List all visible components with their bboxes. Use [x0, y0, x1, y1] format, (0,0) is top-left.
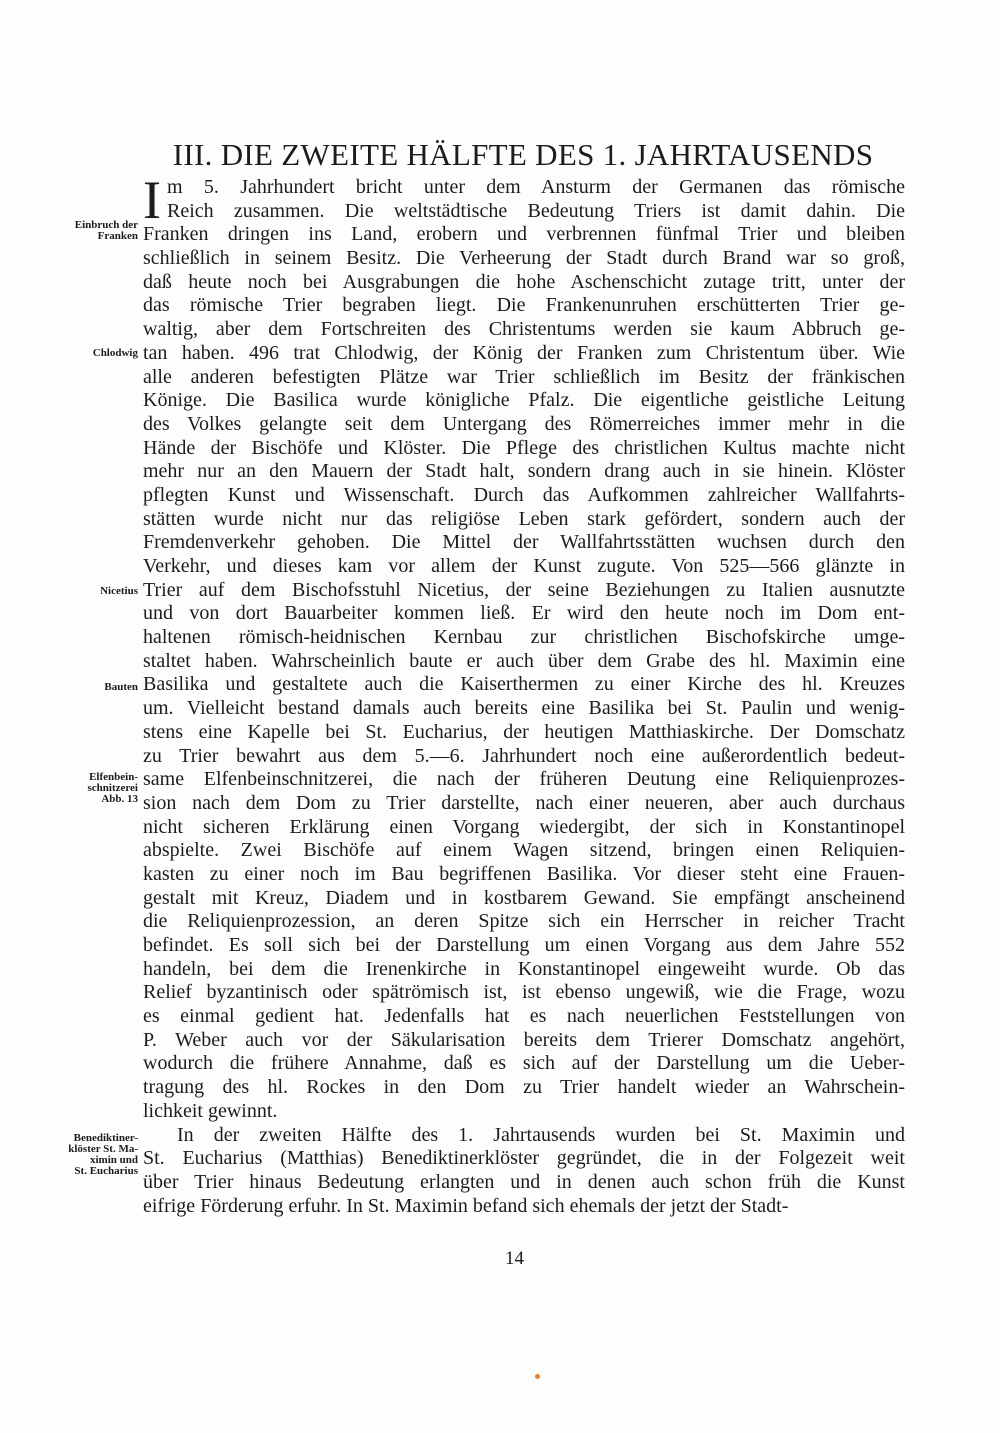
text-line: lichkeit gewinnt. [143, 1099, 278, 1122]
text-line: Fremdenverkehr gehoben. Die Mittel der Wallfahrtsstätten wuchsen durch den [143, 531, 905, 554]
text-line: pflegten Kunst und Wissenschaft. Durch das Aufkommen zahlreicher Wallfahrts- [143, 483, 905, 506]
margin-note-benediktiner [18, 1133, 138, 1177]
drop-cap: I [143, 170, 161, 230]
text-line: tragung des hl. Rockes in den Dom zu Trier handelt wieder an Wahrschein- [143, 1076, 905, 1099]
text-line: sion nach dem Dom zu Trier darstellte, nach einer neueren, aber auch durchaus [143, 791, 905, 814]
text-line: Verkehr, und dieses kam vor allem der Kunst zugute. Von 525—566 glänzte in [143, 555, 905, 577]
margin-note-line: Elfenbein- [89, 771, 138, 783]
text-line: stätten wurde nicht nur das religiöse Leben stark gefördert, sondern auch der [143, 507, 905, 530]
text-line: In der zweiten Hälfte des 1. Jahrtausends wurden bei St. Maximin und [177, 1123, 905, 1146]
page-number: 14 [505, 1248, 524, 1269]
text-line: des Volkes gelangte seit dem Untergang des Römerreiches immer mehr in die [143, 412, 905, 435]
text-line: waltig, aber dem Fortschreiten des Christentums werden sie kaum Abbruch ge- [143, 318, 905, 341]
margin-note-chlodwig [18, 348, 138, 359]
margin-note-line: Benediktiner- [73, 1132, 138, 1144]
text-line: tan haben. 496 trat Chlodwig, der König der Franken zum Christentum über. Wie [143, 341, 905, 364]
text-line: über Trier hinaus Bedeutung erlangten und in denen auch schon früh die Kunst [143, 1170, 905, 1193]
margin-note-nicetius [18, 586, 138, 597]
text-line: alle anderen befestigten Plätze war Trier schließlich im Besitz der fränkischen [143, 365, 905, 388]
text-line: nicht sicheren Erklärung einen Vorgang wiedergibt, der sich in Konstantinopel [143, 815, 905, 838]
margin-note-einbruch [18, 220, 138, 242]
text-line: Relief byzantinisch oder spätrömisch ist, ist ebenso ungewiß, wie die Frage, wozu [143, 981, 905, 1004]
margin-note-line: Chlodwig [92, 347, 138, 359]
text-line: schließlich in seinem Besitz. Die Verheerung der Stadt durch Brand war so groß, [143, 247, 905, 270]
text-line: staltet haben. Wahrscheinlich baute er auch über dem Grabe des hl. Maximin eine [143, 649, 905, 672]
text-line: es einmal gedient hat. Jedenfalls hat es nach neuerlichen Feststellungen von [143, 1005, 905, 1028]
text-line: Trier auf dem Bischofsstuhl Nicetius, der seine Beziehungen zu Italien ausnutzte [143, 578, 905, 601]
text-line: Hände der Bischöfe und Klöster. Die Pflege des christlichen Kultus machte nicht [143, 436, 905, 459]
text-line: die Reliquienprozession, an deren Spitze sich ein Herrscher in reicher Tracht [143, 910, 905, 933]
margin-note-line: ximin und [90, 1154, 138, 1166]
text-line: um. Vielleicht bestand damals auch bereits eine Basilika bei St. Paulin und wenig- [143, 697, 905, 720]
margin-note-line: klöster St. Ma- [68, 1143, 138, 1155]
margin-note-line: Nicetius [100, 585, 138, 597]
margin-note-line: Einbruch der [74, 219, 138, 231]
text-line: P. Weber auch vor der Säkularisation bereits dem Trierer Domschatz angehört, [143, 1028, 905, 1051]
text-line: und von dort Bauarbeiter kommen ließ. Er wird den heute noch im Dom ent- [143, 602, 905, 625]
margin-note-line: Franken [97, 230, 138, 242]
chapter-title: III. DIE ZWEITE HÄLFTE DES 1. JAHRTAUSENDS [172, 136, 874, 172]
text-line: wodurch die frühere Annahme, daß es sich auf der Darstellung um die Ueber- [143, 1052, 905, 1075]
text-line: Franken dringen ins Land, erobern und verbrennen fünfmal Trier und bleiben [143, 223, 905, 246]
text-line: same Elfenbeinschnitzerei, die nach der früheren Deutung eine Reliquienprozes- [143, 768, 905, 791]
text-line: Basilika und gestaltete auch die Kaiserthermen zu einer Kirche des hl. Kreuzes [143, 673, 905, 696]
text-line: gestalt mit Kreuz, Diadem und in kostbarem Gewand. Sie empfängt anscheinend [143, 886, 905, 909]
text-line: eifrige Förderung erfuhr. In St. Maximin befand sich ehemals der jetzt der Stadt- [143, 1194, 789, 1217]
text-line: befindet. Es soll sich bei der Darstellung um einen Vorgang aus dem Jahre 552 [143, 934, 905, 956]
orange-dot-mark [535, 1374, 540, 1379]
text-line: m 5. Jahrhundert bricht unter dem Ansturm der Germanen das römische [167, 176, 905, 198]
margin-note-line: Abb. 13 [101, 793, 138, 805]
text-line: Könige. Die Basilica wurde königliche Pfalz. Die eigentliche geistliche Leitung [143, 389, 905, 412]
margin-note-line: St. Eucharius [74, 1165, 138, 1177]
text-line: das römische Trier begraben liegt. Die Frankenunruhen erschütterten Trier ge- [143, 294, 905, 317]
body-text [143, 170, 905, 1218]
text-line: handeln, bei dem die Irenenkirche in Konstantinopel eingeweiht wurde. Ob das [143, 957, 905, 980]
margin-note-line: schnitzerei [87, 782, 138, 794]
text-line: stens eine Kapelle bei St. Eucharius, der heutigen Matthiaskirche. Der Domschatz [143, 720, 905, 743]
text-line: kasten zu einer noch im Bau begriffenen Basilika. Vor dieser steht eine Frauen- [143, 862, 905, 885]
margin-note-elfenbein [18, 772, 138, 805]
text-line: abspielte. Zwei Bischöfe auf einem Wagen sitzend, bringen einen Reliquien- [143, 839, 905, 862]
text-line: haltenen römisch-heidnischen Kernbau zur christlichen Bischofskirche umge- [143, 626, 905, 649]
text-line: Reich zusammen. Die weltstädtische Bedeutung Triers ist damit dahin. Die [167, 199, 905, 222]
text-line: St. Eucharius (Matthias) Benediktinerklöster gegründet, die in der Folgezeit weit [143, 1147, 905, 1170]
margin-note-line: Bauten [104, 681, 138, 693]
text-line: mehr nur an den Mauern der Stadt halt, sondern drang auch in sie hinein. Klöster [143, 460, 905, 483]
text-line: zu Trier bewahrt aus dem 5.—6. Jahrhundert noch eine außerordentlich bedeut- [143, 744, 905, 767]
margin-note-bauten [18, 682, 138, 693]
text-line: daß heute noch bei Ausgrabungen die hohe Aschenschicht zutage tritt, unter der [143, 270, 905, 293]
